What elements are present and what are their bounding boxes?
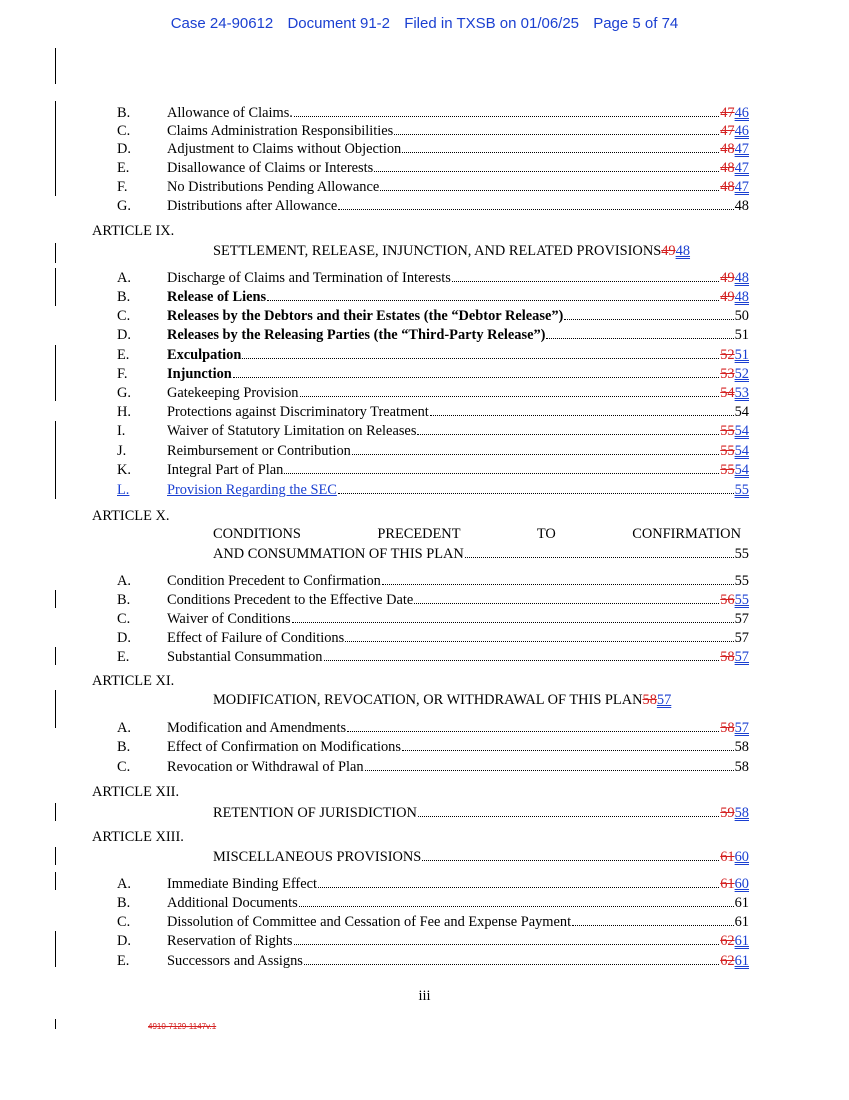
toc-entry[interactable]: A. Modification and Amendments 5857 bbox=[117, 720, 749, 736]
toc-entry[interactable]: B. Additional Documents 61 bbox=[117, 895, 749, 911]
article-heading-line1: CONDITIONS PRECEDENT TO CONFIRMATION bbox=[213, 526, 741, 542]
case-number: Case 24-90612 bbox=[170, 15, 274, 32]
article-label: ARTICLE IX. bbox=[92, 223, 175, 239]
toc-entry[interactable]: C. Releases by the Debtors and their Estates (the “Debtor Release”) 50 bbox=[117, 308, 749, 324]
toc-entry[interactable]: E. Successors and Assigns 6261 bbox=[117, 953, 749, 969]
toc-entry[interactable]: I. Waiver of Statutory Limitation on Releases 5554 bbox=[117, 423, 749, 439]
toc-entry[interactable]: E. Disallowance of Claims or Interests 4847 bbox=[117, 160, 749, 176]
toc-entry[interactable]: J. Reimbursement or Contribution 5554 bbox=[117, 443, 749, 459]
document-number: Document 91-2 bbox=[287, 15, 391, 32]
article-heading[interactable]: RETENTION OF JURISDICTION 5958 bbox=[213, 805, 749, 821]
article-label: ARTICLE X. bbox=[92, 508, 170, 524]
document-id: 4910-7129-1147v.1 bbox=[148, 1022, 217, 1031]
toc-entry[interactable]: H. Protections against Discriminatory Treatment 54 bbox=[117, 404, 749, 420]
toc-entry[interactable]: D. Effect of Failure of Conditions 57 bbox=[117, 630, 749, 646]
page-number: iii bbox=[418, 988, 431, 1004]
toc-entry[interactable]: E. Exculpation 5251 bbox=[117, 347, 749, 363]
article-label: ARTICLE XII. bbox=[92, 784, 180, 800]
article-heading[interactable]: AND CONSUMMATION OF THIS PLAN 55 bbox=[213, 546, 749, 562]
toc-entry[interactable]: D. Releases by the Releasing Parties (the “Third-Party Release”) 51 bbox=[117, 327, 749, 343]
article-heading[interactable]: MISCELLANEOUS PROVISIONS 6160 bbox=[213, 849, 749, 865]
toc-entry[interactable]: C. Revocation or Withdrawal of Plan 58 bbox=[117, 759, 749, 775]
toc-entry[interactable]: A. Immediate Binding Effect 6160 bbox=[117, 876, 749, 892]
toc-entry[interactable]: B. Allowance of Claims. 4746 bbox=[117, 105, 749, 121]
toc-entry[interactable]: C. Dissolution of Committee and Cessation of Fee and Expense Payment 61 bbox=[117, 914, 749, 930]
toc-entry[interactable]: F. Injunction 5352 bbox=[117, 366, 749, 382]
article-label: ARTICLE XI. bbox=[92, 673, 175, 689]
toc-entry[interactable]: G. Gatekeeping Provision 5453 bbox=[117, 385, 749, 401]
toc-entry[interactable]: C. Waiver of Conditions 57 bbox=[117, 611, 749, 627]
filed-info: Filed in TXSB on 01/06/25 bbox=[404, 15, 580, 32]
toc-entry[interactable]: F. No Distributions Pending Allowance 4847 bbox=[117, 179, 749, 195]
toc-entry[interactable]: K. Integral Part of Plan 5554 bbox=[117, 462, 749, 478]
toc-entry[interactable]: B. Effect of Confirmation on Modifications 58 bbox=[117, 739, 749, 755]
article-heading[interactable]: SETTLEMENT, RELEASE, INJUNCTION, AND RELATED PROVISIONS 4948 bbox=[213, 243, 691, 259]
toc-entry[interactable]: E. Substantial Consummation 5857 bbox=[117, 649, 749, 665]
article-heading[interactable]: MODIFICATION, REVOCATION, OR WITHDRAWAL OF THIS PLAN 5857 bbox=[213, 692, 672, 708]
toc-entry[interactable]: D. Adjustment to Claims without Objection 4847 bbox=[117, 141, 749, 157]
toc-entry[interactable]: A. Condition Precedent to Confirmation 55 bbox=[117, 573, 749, 589]
toc-entry-link[interactable]: L. Provision Regarding the SEC 55 bbox=[117, 482, 749, 498]
toc-entry[interactable]: G. Distributions after Allowance 48 bbox=[117, 198, 749, 214]
toc-entry[interactable]: C. Claims Administration Responsibilities 4746 bbox=[117, 123, 749, 139]
page-info: Page 5 of 74 bbox=[593, 15, 679, 32]
toc-entry[interactable]: A. Discharge of Claims and Termination of Interests 4948 bbox=[117, 270, 749, 286]
toc-entry[interactable]: B. Conditions Precedent to the Effective Date 5655 bbox=[117, 592, 749, 608]
article-label: ARTICLE XIII. bbox=[92, 829, 184, 845]
toc-entry[interactable]: D. Reservation of Rights 6261 bbox=[117, 933, 749, 949]
toc-entry[interactable]: B. Release of Liens 4948 bbox=[117, 289, 749, 305]
